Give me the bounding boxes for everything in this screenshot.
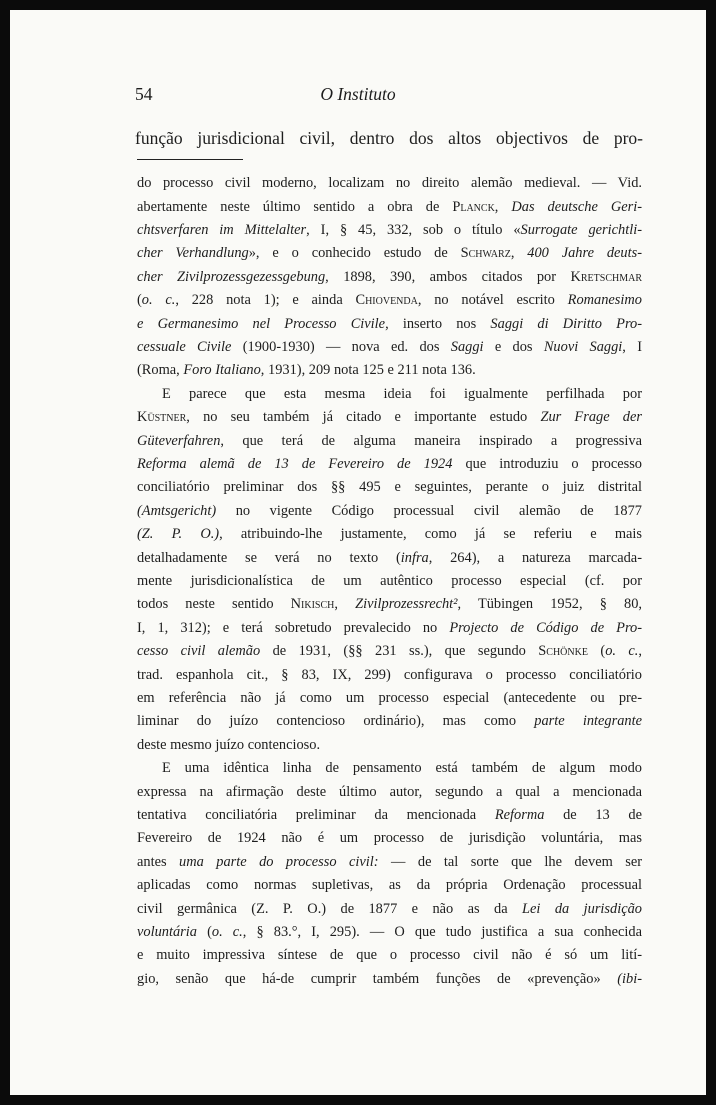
- note-line: e muito impressiva síntese de que o processo civil não é só um lití-: [137, 947, 642, 963]
- note-line: detalhadamente se verá no texto (infra, 264), a natureza marcada-: [137, 550, 642, 566]
- note-line: Küstner, no seu também já citado e importante estudo Zur Frage der: [137, 409, 642, 425]
- note-line: civil germânica (Z. P. O.) de 1877 e não as da Lei da jurisdição: [137, 901, 642, 917]
- note-line: do processo civil moderno, localizam no direito alemão medieval. — Vid.: [137, 175, 642, 191]
- note-line: voluntária (o. c., § 83.°, I, 295). — O que tudo justifica a sua conhecida: [137, 924, 642, 940]
- note-line: (Amtsgericht) no vigente Código processual civil alemão de 1877: [137, 503, 642, 519]
- note-line: em referência não já como um processo especial (antecedente ou pre-: [137, 690, 642, 706]
- note-line: aplicadas como normas supletivas, as da própria Ordenação processual: [137, 877, 642, 893]
- note-line: Güteverfahren, que terá de alguma maneira inspirado a progressiva: [137, 433, 642, 449]
- note-line: cesso civil alemão de 1931, (§§ 231 ss.), que segundo Schönke (o. c.,: [137, 643, 643, 659]
- note-line: todos neste sentido Nikisch, Zivilprozessrecht², Tübingen 1952, § 80,: [137, 596, 642, 612]
- page-number: 54: [135, 84, 153, 104]
- note-line: abertamente neste último sentido a obra de Planck, Das deutsche Geri-: [137, 199, 643, 215]
- note-line: expressa na afirmação deste último autor, segundo a qual a mencionada: [137, 784, 642, 800]
- footnote-rule: [137, 159, 243, 160]
- note-line: (Roma, Foro Italiano, 1931), 209 nota 125 e 211 nota 136.: [137, 362, 476, 378]
- note-line: chtsverfaren im Mittelalter, I, § 45, 332, sob o título «Surrogate gerichtli-: [137, 222, 642, 238]
- note-line: Reforma alemã de 13 de Fevereiro de 1924 que introduziu o processo: [137, 456, 643, 472]
- note-line: (Z. P. O.), atribuindo-lhe justamente, como já se referiu e mais: [137, 526, 642, 542]
- note-line: deste mesmo juízo contencioso.: [137, 737, 321, 753]
- note-line: E parece que esta mesma ideia foi igualmente perfilhada por: [162, 386, 642, 402]
- note-line: mente jurisdicionalística de um autêntico processo especial (cf. por: [137, 573, 642, 589]
- note-line: (o. c., 228 nota 1); e ainda Chiovenda, no notável escrito Romanesimo: [137, 292, 642, 308]
- note-line: Fevereiro de 1924 não é um processo de jurisdição voluntária, mas: [137, 830, 642, 846]
- note-line: trad. espanhola cit., § 83, IX, 299) configurava o processo conciliatório: [137, 667, 642, 683]
- note-line: antes uma parte do processo civil: — de tal sorte que lhe devem ser: [137, 854, 643, 870]
- note-line: e Germanesimo nel Processo Civile, inserto nos Saggi di Diritto Pro-: [137, 316, 642, 332]
- running-head: O Instituto: [320, 84, 396, 104]
- note-line: I, 1, 312); e terá sobretudo prevalecido no Projecto de Código de Pro-: [137, 620, 643, 636]
- note-line: gio, senão que há-de cumprir também funções de «prevenção» (ibi-: [137, 971, 642, 987]
- note-line: cher Zivilprozessgezessgebung, 1898, 390, ambos citados por Kretschmar: [137, 269, 642, 285]
- note-line: tentativa conciliatória preliminar da mencionada Reforma de 13 de: [137, 807, 642, 823]
- main-text-line: função jurisdicional civil, dentro dos altos objectivos de pro-: [135, 128, 643, 148]
- note-line: conciliatório preliminar dos §§ 495 e seguintes, perante o juiz distrital: [137, 479, 642, 495]
- note-line: E uma idêntica linha de pensamento está também de algum modo: [162, 760, 642, 776]
- note-line: liminar do juízo contencioso ordinário), mas como parte integrante: [137, 713, 642, 729]
- page-header: [10, 84, 706, 108]
- note-line: cher Verhandlung», e o conhecido estudo de Schwarz, 400 Jahre deuts-: [137, 245, 642, 261]
- note-line: cessuale Civile (1900-1930) — nova ed. dos Saggi e dos Nuovi Saggi, I: [137, 339, 642, 355]
- book-page: [10, 10, 706, 1095]
